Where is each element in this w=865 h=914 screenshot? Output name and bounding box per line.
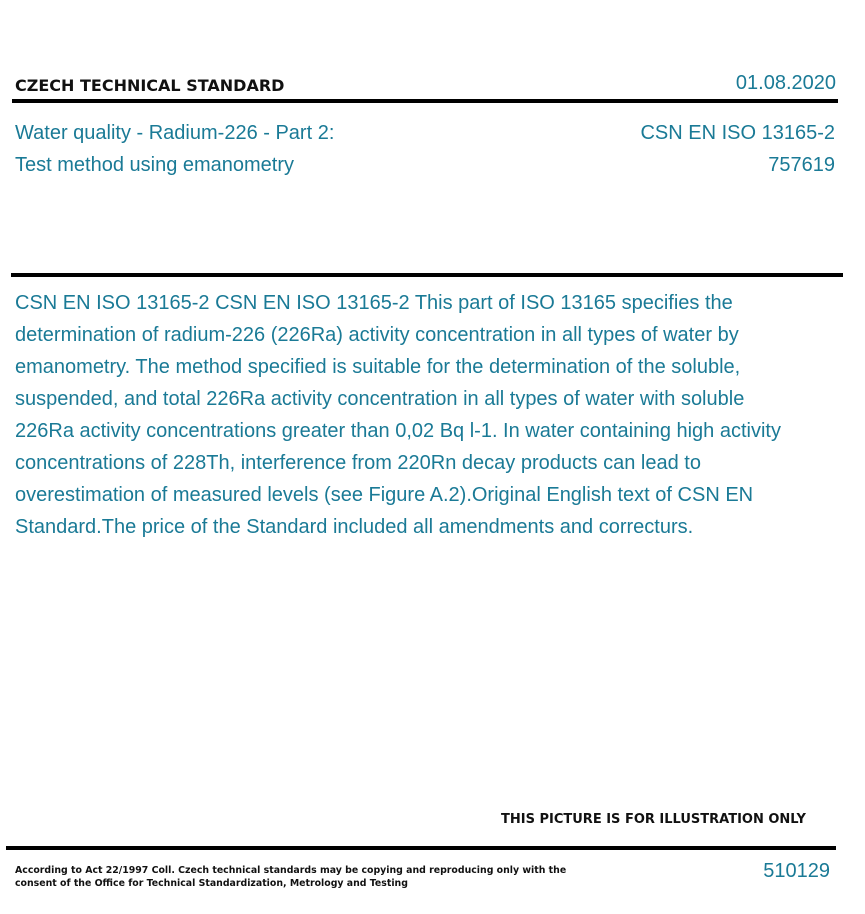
- standard-code-block: [640, 117, 835, 181]
- document-type-label: CZECH TECHNICAL STANDARD: [15, 76, 285, 95]
- footer-number: 510129: [763, 860, 830, 882]
- legal-notice: According to Act 22/1997 Coll. Czech technical standards may be copying and reproducing only with the consent of the Office for Technical Standardization, Metrology and Testing: [15, 865, 567, 889]
- title-divider: [11, 273, 843, 277]
- standard-code: CSN EN ISO 13165-2: [640, 122, 835, 144]
- footer-divider: [6, 846, 836, 850]
- standard-title: Water quality - Radium-226 - Part 2: Test method using emanometry: [15, 122, 335, 176]
- publication-date: 01.08.2020: [735, 72, 836, 94]
- catalog-number: 757619: [768, 154, 835, 176]
- illustration-note: THIS PICTURE IS FOR ILLUSTRATION ONLY: [501, 812, 806, 827]
- header-divider: [12, 99, 838, 103]
- standard-description: CSN EN ISO 13165-2 CSN EN ISO 13165-2 This part of ISO 13165 specifies the determination of radium-226 (226Ra) activity concentration in all types of water by emanometry. The method specified is suitable for the determination of the soluble, suspended, and total 226Ra activity concentration in all types of water with soluble 226Ra activity concentrations greater than 0,02 Bq l-1. In water containing high activity concentrations of 228Th, interference from 220Rn decay products can lead to overestimation of measured levels (see Figure A.2).Original English text of CSN EN Standard.The price of the Standard included all amendments and correcturs.: [15, 292, 781, 538]
